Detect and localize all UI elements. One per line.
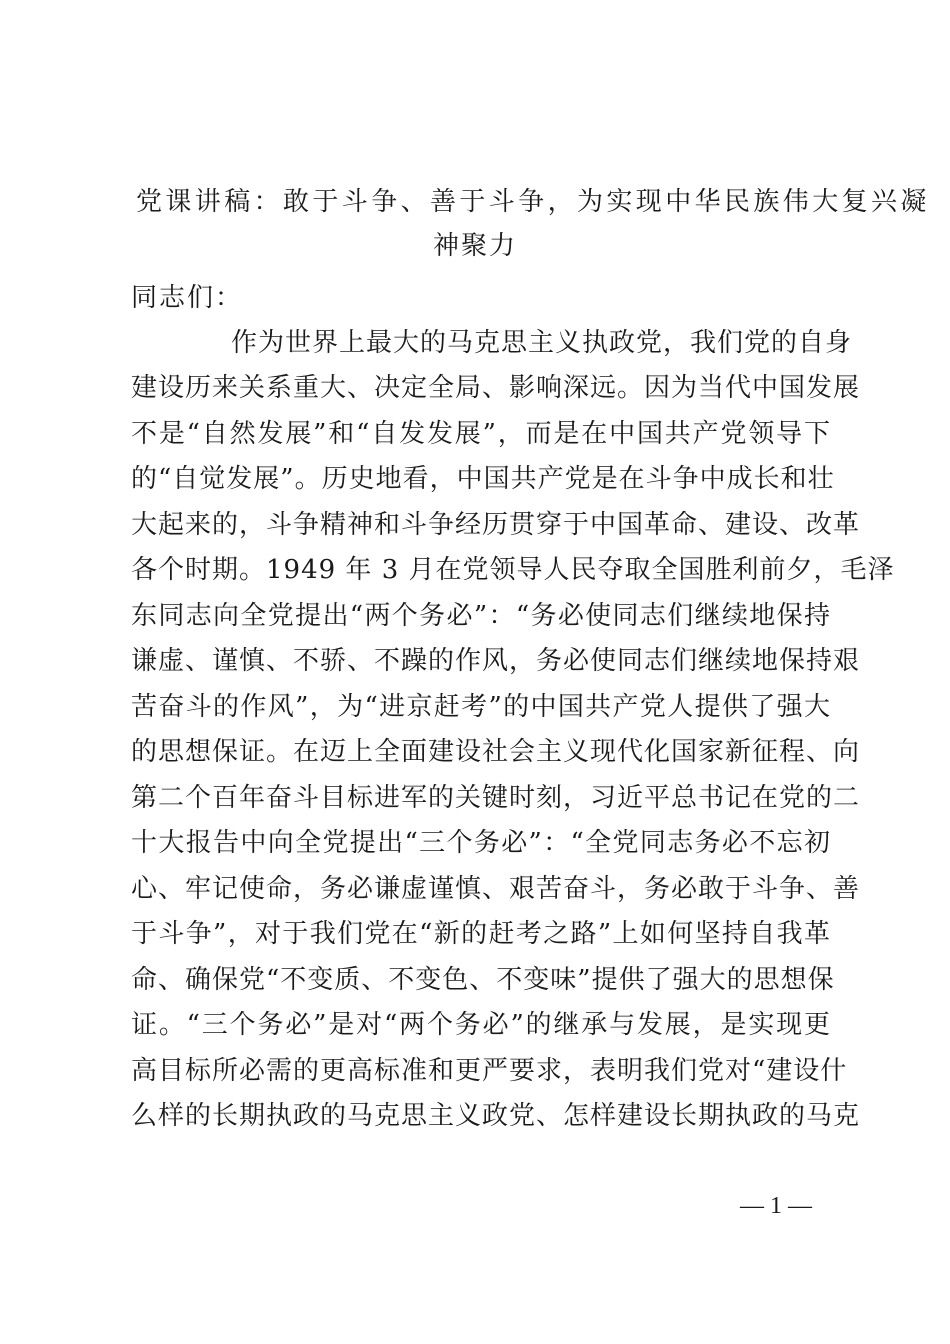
- body-line: 大起来的，斗争精神和斗争经历贯穿于中国革命、建设、改革: [131, 510, 861, 540]
- body-line: 于斗争”，对于我们党在“新的赶考之路”上如何坚持自我革: [131, 919, 831, 949]
- body-line: 证。“三个务必”是对“两个务必”的继承与发展，是实现更: [131, 1010, 831, 1040]
- body-line: 第二个百年奋斗目标进军的关键时刻，习近平总书记在党的二: [131, 783, 861, 813]
- body-line: 谦虚、谨慎、不骄、不躁的作风，务必使同志们继续地保持艰: [131, 646, 861, 676]
- body-line: 心、牢记使命，务必谦虚谨慎、艰苦奋斗，务必敢于斗争、善: [131, 874, 861, 904]
- body-line: 苦奋斗的作风”，为“进京赶考”的中国共产党人提供了强大: [131, 692, 831, 722]
- body-line: 各个时期。1949 年 3 月在党领导人民夺取全国胜利前夕，毛泽: [131, 555, 895, 585]
- body-line: 东同志向全党提出“两个务必”：“务必使同志们继续地保持: [131, 601, 831, 631]
- body-line: 的思想保证。在迈上全面建设社会主义现代化国家新征程、向: [131, 737, 861, 767]
- page-number: — 1 —: [740, 1193, 812, 1219]
- body-line: 高目标所必需的更高标准和更严要求，表明我们党对“建设什: [131, 1056, 848, 1086]
- body-line: 的“自觉发展”。历史地看，中国共产党是在斗争中成长和壮: [131, 464, 835, 494]
- body-line: 不是“自然发展”和“自发发展”，而是在中国共产党领导下: [131, 419, 831, 449]
- document-title-line-1: 党课讲稿：敢于斗争、善于斗争，为实现中华民族伟大复兴凝: [136, 187, 930, 217]
- body-line: 十大报告中向全党提出“三个务必”：“全党同志务必不忘初: [131, 828, 831, 858]
- salutation: 同志们：: [131, 283, 244, 313]
- document-title-line-2: 神聚力: [432, 231, 517, 261]
- body-line: 建设历来关系重大、决定全局、影响深远。因为当代中国发展: [131, 373, 861, 403]
- body-line: 作为世界上最大的马克思主义执政党，我们党的自身: [231, 328, 853, 358]
- body-line: 么样的长期执政的马克思主义政党、怎样建设长期执政的马克: [131, 1101, 861, 1131]
- body-line: 命、确保党“不变质、不变色、不变味”提供了强大的思想保: [131, 965, 835, 995]
